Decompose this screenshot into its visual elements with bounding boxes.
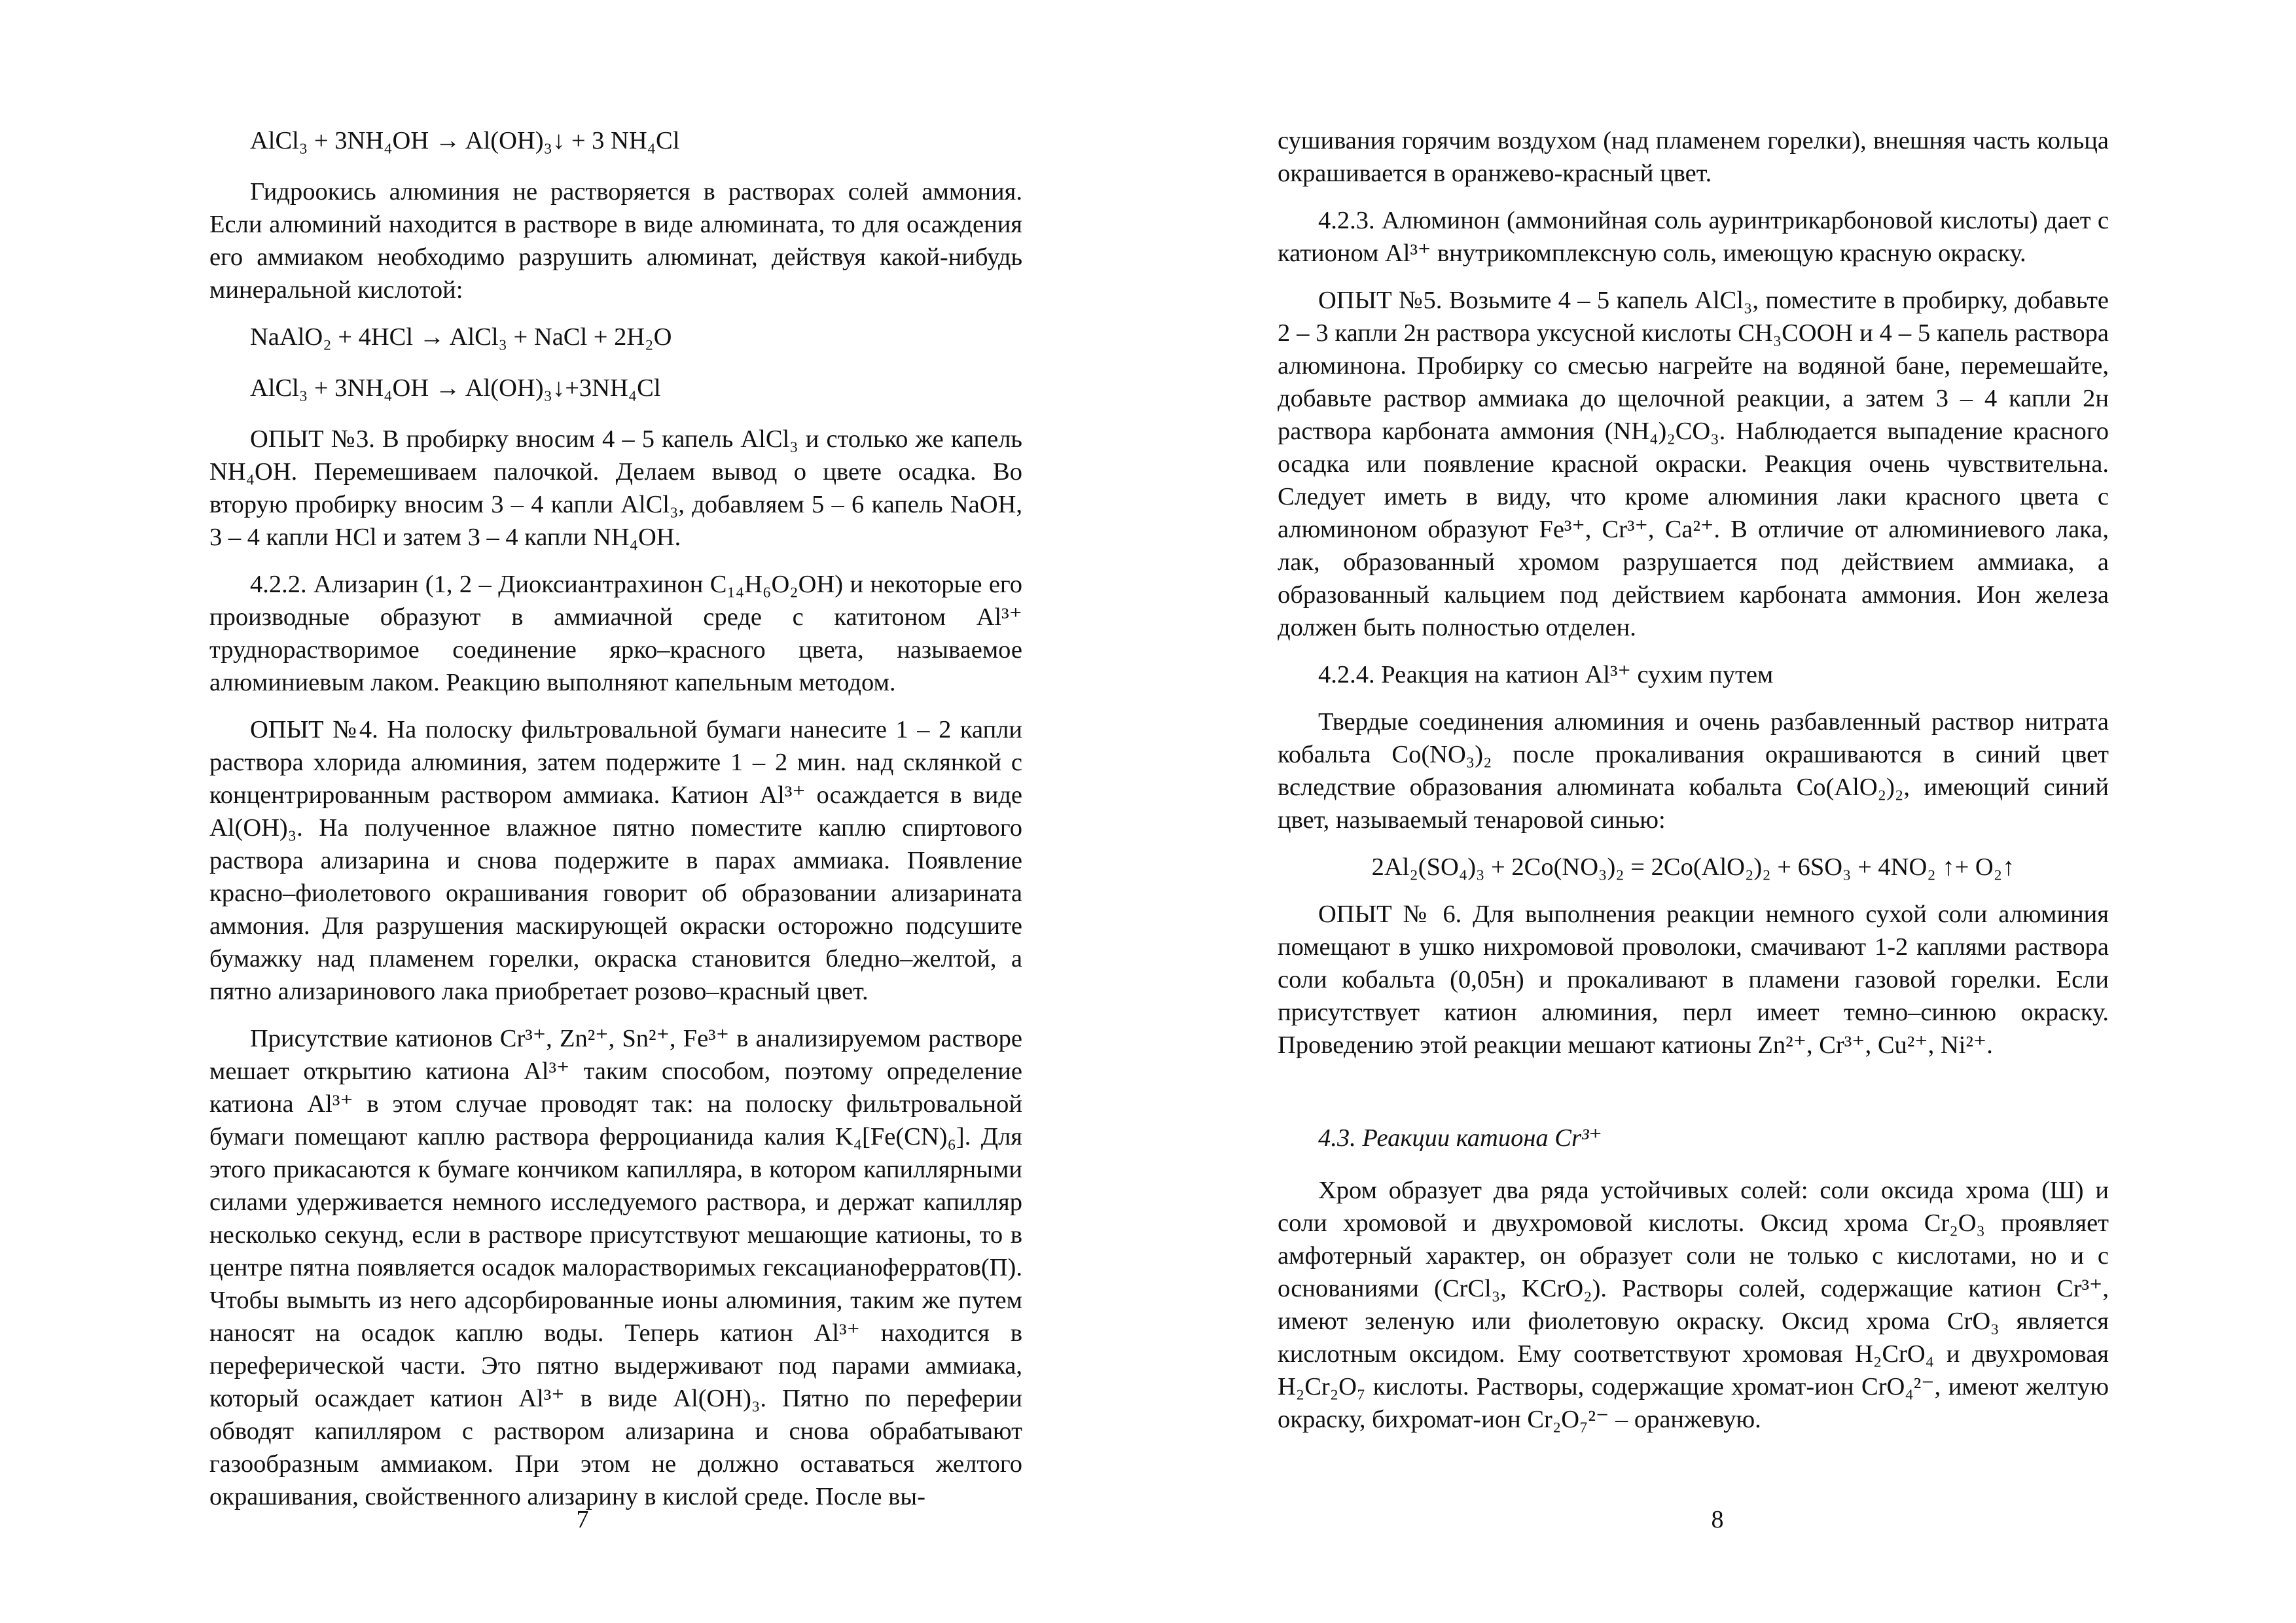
- page-number: 8: [1711, 1506, 1724, 1533]
- paragraph-experiment-4: ОПЫТ №4. На полоску фильтровальной бумаги нанесите 1 – 2 капли раствора хлорида алюминия, затем подержите 1 – 2 мин. над склянкой с концентрированным раствором аммиака. Катион Al³⁺ осаждается в виде Al(OH)₃. На полученное влажное пятно поместите каплю спиртового раствора ализарина и снова подержите в парах аммиака. Появление красно–фиолетового окрашивания говорит об образовании ализарината аммония. Для разрушения маскирующей окраски осторожно подсушите бумажку над пламенем горелки, окраска становится бледно–желтой, а пятно ализаринового лака приобретает розово–красный цвет.: [209, 716, 1022, 1005]
- equation-alcl3-ammonia: AlCl₃ + 3NH₄OH → Al(OH)₃↓ + 3 NH₄Cl: [250, 127, 680, 154]
- paragraph-chromium-salts: Хром образует два ряда устойчивых солей: соли оксида хрома (Ш) и соли хромовой и двухромовой кислоты. Оксид хрома Cr₂O₃ проявляет амфотерный характер, он образует соли не только с кислотами, но и с основаниями (CrCl₃, KCrO₂). Растворы солей, содержащие катион Cr³⁺, имеют зеленую или фиолетовую окраску. Оксид хрома CrO₃ является кислотным оксидом. Ему соответствуют хромовая H₂CrO₄ и двухромовая H₂Cr₂O₇ кислоты. Растворы, содержащие хромат-ион CrO₄²⁻, имеют желтую окраску, бихромат-ион Cr₂O₇²⁻ – оранжевую.: [1278, 1177, 2109, 1433]
- left-text-column: [209, 124, 1022, 1527]
- page-number: 7: [576, 1506, 589, 1533]
- paragraph-interfering-cations: Присутствие катионов Cr³⁺, Zn²⁺, Sn²⁺, Fe³⁺ в анализируемом растворе мешает открытию катиона Al³⁺ таким способом, поэтому определение катиона Al³⁺ в этом случае проводят так: на полоску фильтровальной бумаги помещают каплю раствора ферроцианида калия K₄[Fe(CN)₆]. Для этого прикасаются к бумаге кончиком капилляра, в котором капиллярными силами удерживается немного исследуемого раствора, и держат капилляр несколько секунд, если в растворе присутствуют мешающие катионы, то в центре пятна появляется осадок малорастворимых гексацианоферратов(П). Чтобы вымыть из него адсорбированные ионы алюминия, таким же путем наносят на осадок каплю воды. Теперь катион Al³⁺ находится в переферической части. Это пятно выдерживают под парами аммиака, который осаждает катион Al³⁺ в виде Al(OH)₃. Пятно по переферии обводят капилляром с раствором ализарина и снова обрабатывают газообразным аммиаком. При этом не должно оставаться желтого окрашивания, свойственного ализарину в кислой среде. После вы-: [209, 1025, 1022, 1510]
- paragraph-drying-continuation: сушивания горячим воздухом (над пламенем горелки), внешняя часть кольца окрашивается в оранжево-красный цвет.: [1278, 127, 2109, 187]
- section-heading-chromium: 4.3. Реакции катиона Cr³⁺: [1318, 1124, 1602, 1152]
- paragraph-experiment-3: ОПЫТ №3. В пробирку вносим 4 – 5 капель AlCl₃ и столько же капель NH₄OH. Перемешиваем палочкой. Делаем вывод о цвете осадка. Во вторую пробирку вносим 3 – 4 капли AlCl₃, добавляем 5 – 6 капель NaOH, 3 – 4 капли HCl и затем 3 – 4 капли NH₄OH.: [209, 425, 1022, 551]
- paragraph-experiment-6: ОПЫТ № 6. Для выполнения реакции немного сухой соли алюминия помещают в ушко нихромовой проволоки, смачивают 1-2 каплями раствора соли кобальта (0,05н) и прокаливают в пламени газовой горелки. Если присутствует катион алюминия, перл имеет темно–синюю окраску. Проведению этой реакции мешают катионы Zn²⁺, Cr³⁺, Cu²⁺, Ni²⁺.: [1278, 901, 2109, 1059]
- right-page: [1148, 0, 2296, 1623]
- paragraph-experiment-5: ОПЫТ №5. Возьмите 4 – 5 капель AlCl₃, поместите в пробирку, добавьте 2 – 3 капли 2н раствора уксусной кислоты CH₃COOH и 4 – 5 капель раствора алюминона. Пробирку со смесью нагрейте на водяной бане, перемешайте, добавьте раствор аммиака до щелочной реакции, а затем 3 – 4 капли 2н раствора карбоната аммония (NH₄)₂CO₃. Наблюдается выпадение красного осадка или появление красной окраски. Реакция очень чувствительна. Следует иметь в виду, что кроме алюминия лаки красного цвета с алюминоном образуют Fe³⁺, Cr³⁺, Ca²⁺. В отличие от алюминиевого лака, лак, образованный хромом разрушается под действием аммиака, а образованный кальцием под действием карбоната аммония. Ион железа должен быть полностью отделен.: [1278, 287, 2109, 641]
- equation-thenard-blue: 2Al₂(SO₄)₃ + 2Co(NO₃)₂ = 2Co(AlO₂)₂ + 6SO₃ + 4NO₂ ↑+ O₂↑: [1371, 853, 2015, 881]
- paragraph-cobalt-nitrate: Твердые соединения алюминия и очень разбавленный раствор нитрата кобальта Co(NO₃)₂ после прокаливания окрашиваются в синий цвет вследствие образования алюмината кобальта Co(AlO₂)₂, имеющий синий цвет, называемый тенаровой синью:: [1278, 708, 2109, 834]
- equation-alcl3-ammonia-2: AlCl₃ + 3NH₄OH → Al(OH)₃↓+3NH₄Cl: [250, 374, 661, 402]
- equation-naalo2-hcl: NaAlO₂ + 4HCl → AlCl₃ + NaCl + 2H₂O: [250, 323, 672, 351]
- paragraph-alizarin: 4.2.2. Ализарин (1, 2 – Диоксиантрахинон C₁₄H₆O₂OH) и некоторые его производные образуют в аммиачной среде с катитоном Al³⁺ труднорастворимое соединение ярко–красного цвета, называемое алюминиевым лаком. Реакцию выполняют капельным методом.: [209, 571, 1022, 696]
- subheading-dry-reaction: 4.2.4. Реакция на катион Al³⁺ сухим путем: [1318, 661, 1774, 688]
- right-text-column: [1278, 124, 2109, 1450]
- paragraph-aluminon: 4.2.3. Алюминон (аммонийная соль ауринтрикарбоновой кислоты) дает с катионом Al³⁺ внутрикомплексную соль, имеющую красную окраску.: [1278, 207, 2109, 267]
- paragraph-hydroxide-solubility: Гидроокись алюминия не растворяется в растворах солей аммония. Если алюминий находится в растворе в виде алюмината, то для осаждения его аммиаком необходимо разрушить алюминат, действуя какой-нибудь минеральной кислотой:: [209, 178, 1022, 304]
